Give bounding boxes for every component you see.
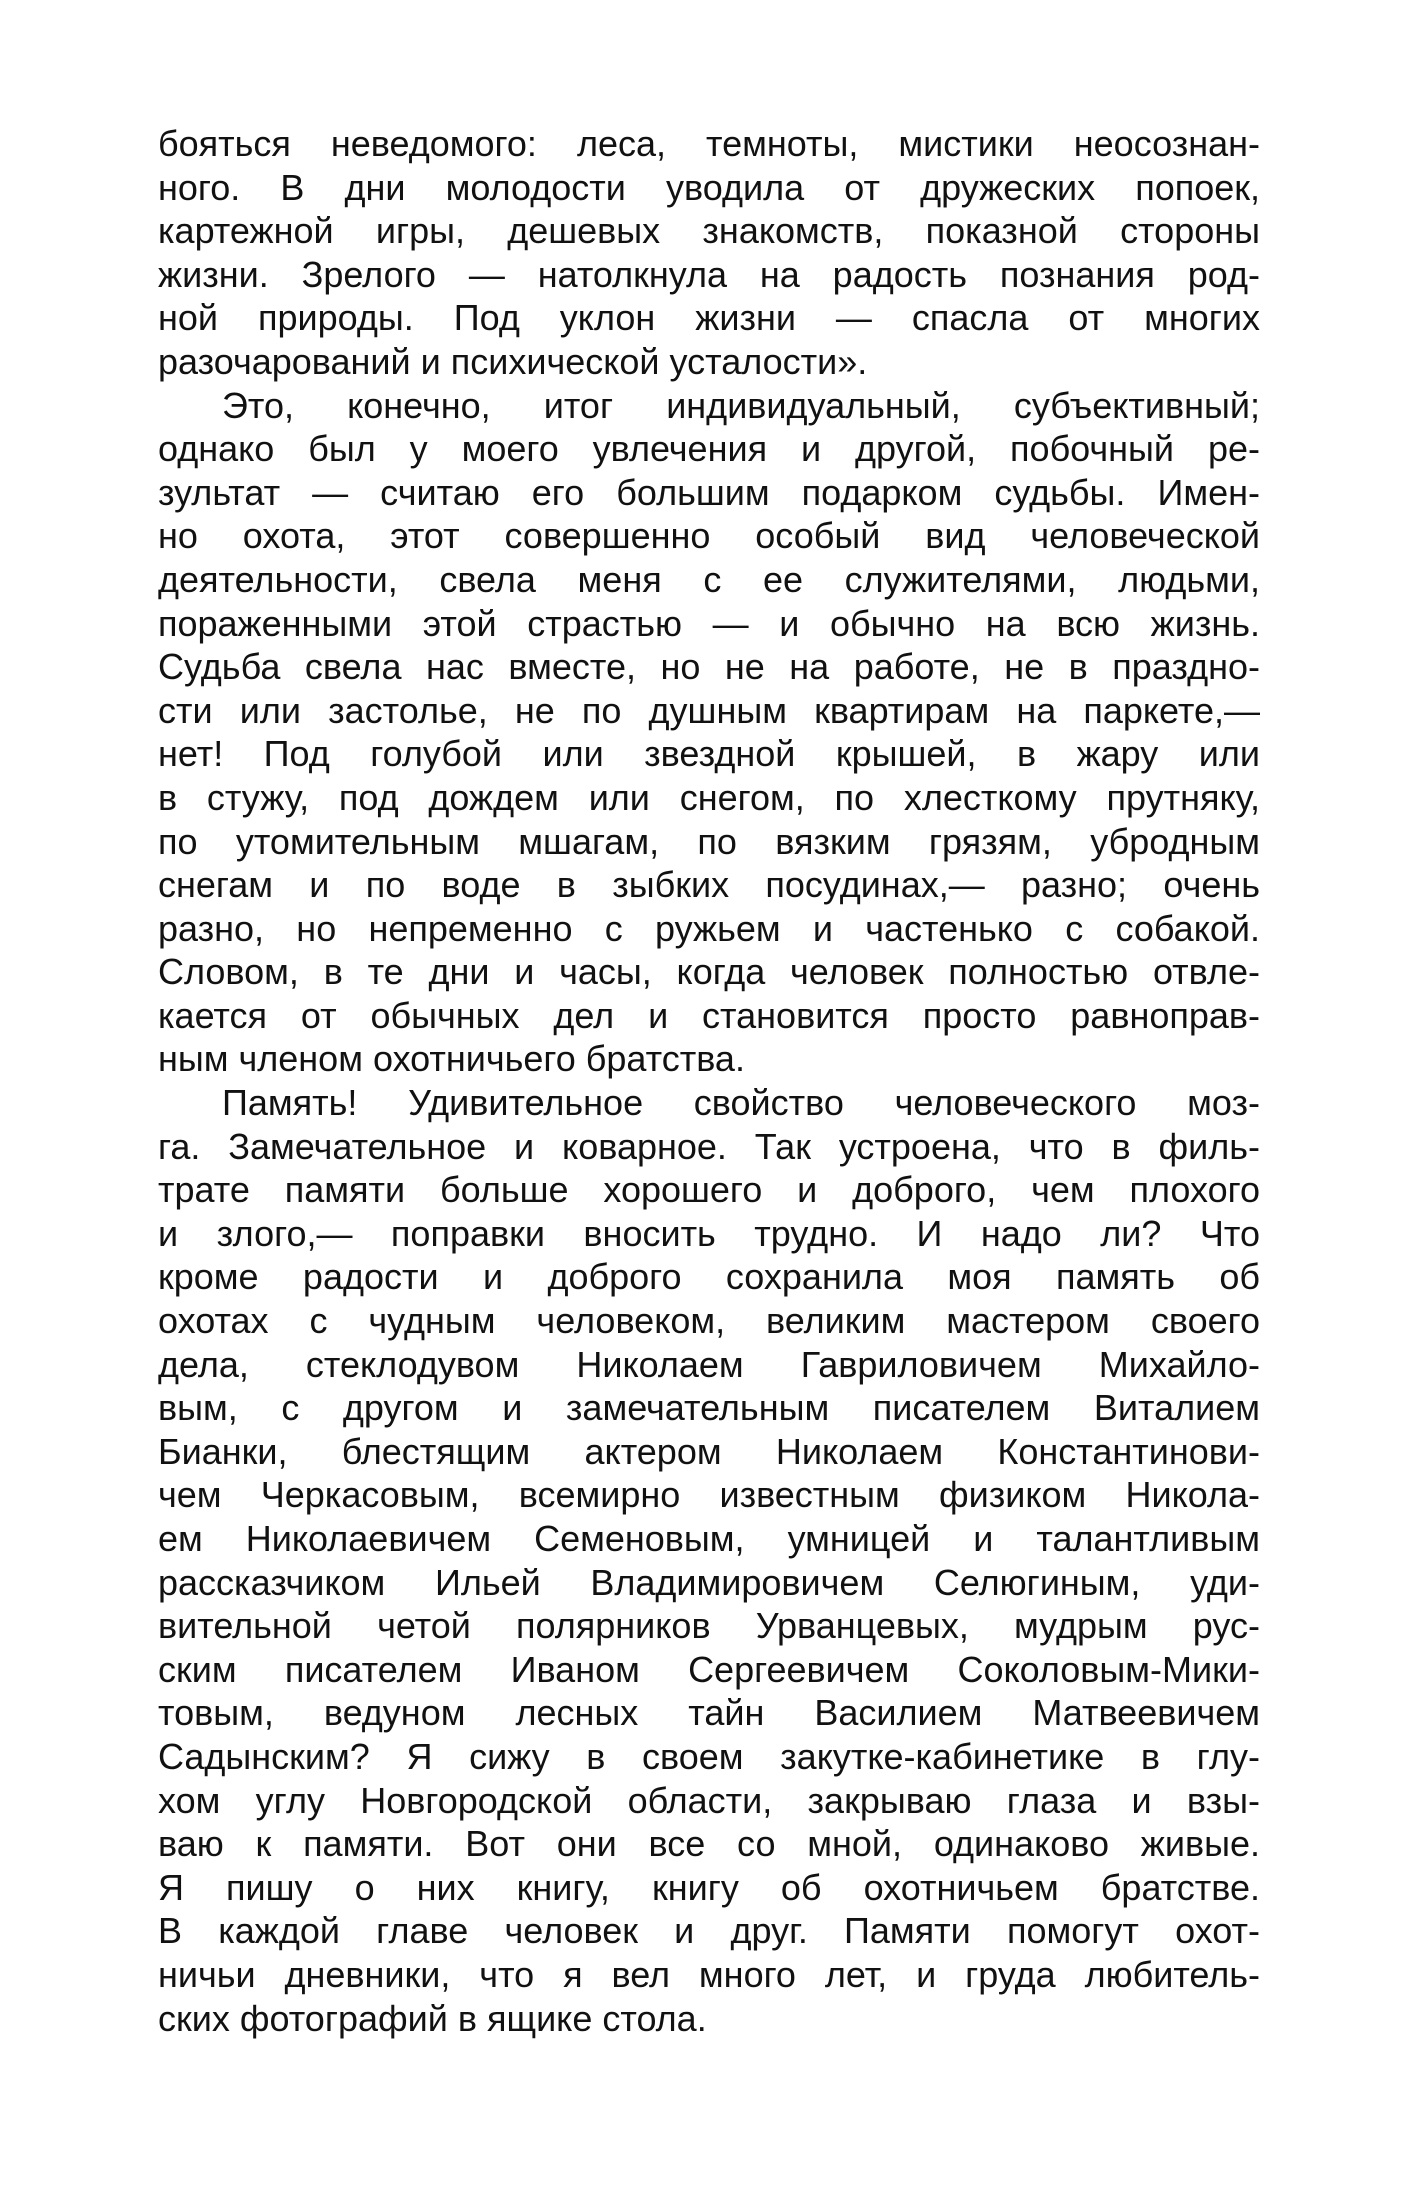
text-line: бояться неведомого: леса, темноты, мистики неосознан- [158,123,1260,164]
text-line: ским писателем Иваном Сергеевичем Соколовым-Мики- [158,1648,1260,1690]
text-line: сти или застолье, не по душным квартирам на паркете,— [158,689,1260,731]
text-line: по утомительным мшагам, по вязким грязям, убродным [158,820,1260,862]
text-line: Судьба свела нас вместе, но не на работе, не в праздно- [158,646,1260,688]
text-line: ских фотографий в ящике стола. [158,1997,707,2039]
text-line: нет! Под голубой или звездной крышей, в жару или [158,733,1260,775]
text-line: Это, конечно, итог индивидуальный, субъективный; [222,384,1260,426]
text-line: Память! Удивительное свойство человеческого моз- [222,1082,1260,1124]
text-line: жизни. Зрелого — натолкнула на радость познания род- [158,253,1260,295]
paragraph [158,122,1260,384]
paragraph [158,384,1260,1082]
text-line: га. Замечательное и коварное. Так устроена, что в филь- [158,1125,1260,1167]
text-line: трате памяти больше хорошего и доброго, чем плохого [158,1169,1260,1211]
text-line: ного. В дни молодости уводила от дружеских попоек, [158,166,1260,208]
text-line: ничьи дневники, что я вел много лет, и груда любитель- [158,1953,1260,1995]
text-line: вительной четой полярников Урванцевых, мудрым рус- [158,1605,1260,1647]
body-text [158,122,1260,2040]
text-line: охотах с чудным человеком, великим мастером своего [158,1300,1260,1342]
text-line: рассказчиком Ильей Владимировичем Селюгиным, уди- [158,1561,1260,1603]
text-line: дела, стеклодувом Николаем Гавриловичем Михайло- [158,1343,1260,1385]
text-line: чем Черкасовым, всемирно известным физиком Никола- [158,1474,1260,1516]
text-line: деятельности, свела меня с ее служителями, людьми, [158,558,1260,600]
text-line: однако был у моего увлечения и другой, побочный ре- [158,428,1260,470]
text-line: но охота, этот совершенно особый вид человеческой [158,515,1260,557]
text-line: в стужу, под дождем или снегом, по хлесткому прутняку, [158,776,1260,818]
text-line: Садынским? Я сижу в своем закутке-кабинетике в глу- [158,1735,1260,1777]
text-line: кается от обычных дел и становится просто равноправ- [158,994,1260,1036]
text-line: разочарований и психической усталости». [158,340,868,382]
text-line: кроме радости и доброго сохранила моя память об [158,1256,1260,1298]
text-line: товым, ведуном лесных тайн Василием Матвеевичем [158,1692,1260,1734]
text-line: картежной игры, дешевых знакомств, показной стороны [158,210,1260,252]
paragraph [158,1081,1260,2040]
text-line: пораженными этой страстью — и обычно на всю жизнь. [158,602,1260,644]
text-line: снегам и по воде в зыбких посудинах,— разно; очень [158,864,1260,906]
text-line: ным членом охотничьего братства. [158,1038,745,1080]
text-line: и злого,— поправки вносить трудно. И надо ли? Что [158,1212,1260,1254]
text-line: Словом, в те дни и часы, когда человек полностью отвле- [158,951,1260,993]
text-line: зультат — считаю его большим подарком судьбы. Имен- [158,471,1260,513]
text-line: вым, с другом и замечательным писателем Виталием [158,1387,1260,1429]
text-line: В каждой главе человек и друг. Памяти помогут охот- [158,1910,1260,1952]
text-line: ем Николаевичем Семеновым, умницей и талантливым [158,1518,1260,1559]
text-line: разно, но непременно с ружьем и частенько с собакой. [158,907,1260,949]
text-line: Бианки, блестящим актером Николаем Константинови- [158,1430,1260,1472]
text-line: ваю к памяти. Вот они все со мной, одинаково живые. [158,1823,1260,1865]
text-line: Я пишу о них книгу, книгу об охотничьем братстве. [158,1866,1260,1908]
text-line: ной природы. Под уклон жизни — спасла от многих [158,297,1260,339]
text-line: хом углу Новгородской области, закрываю глаза и взы- [158,1779,1260,1821]
